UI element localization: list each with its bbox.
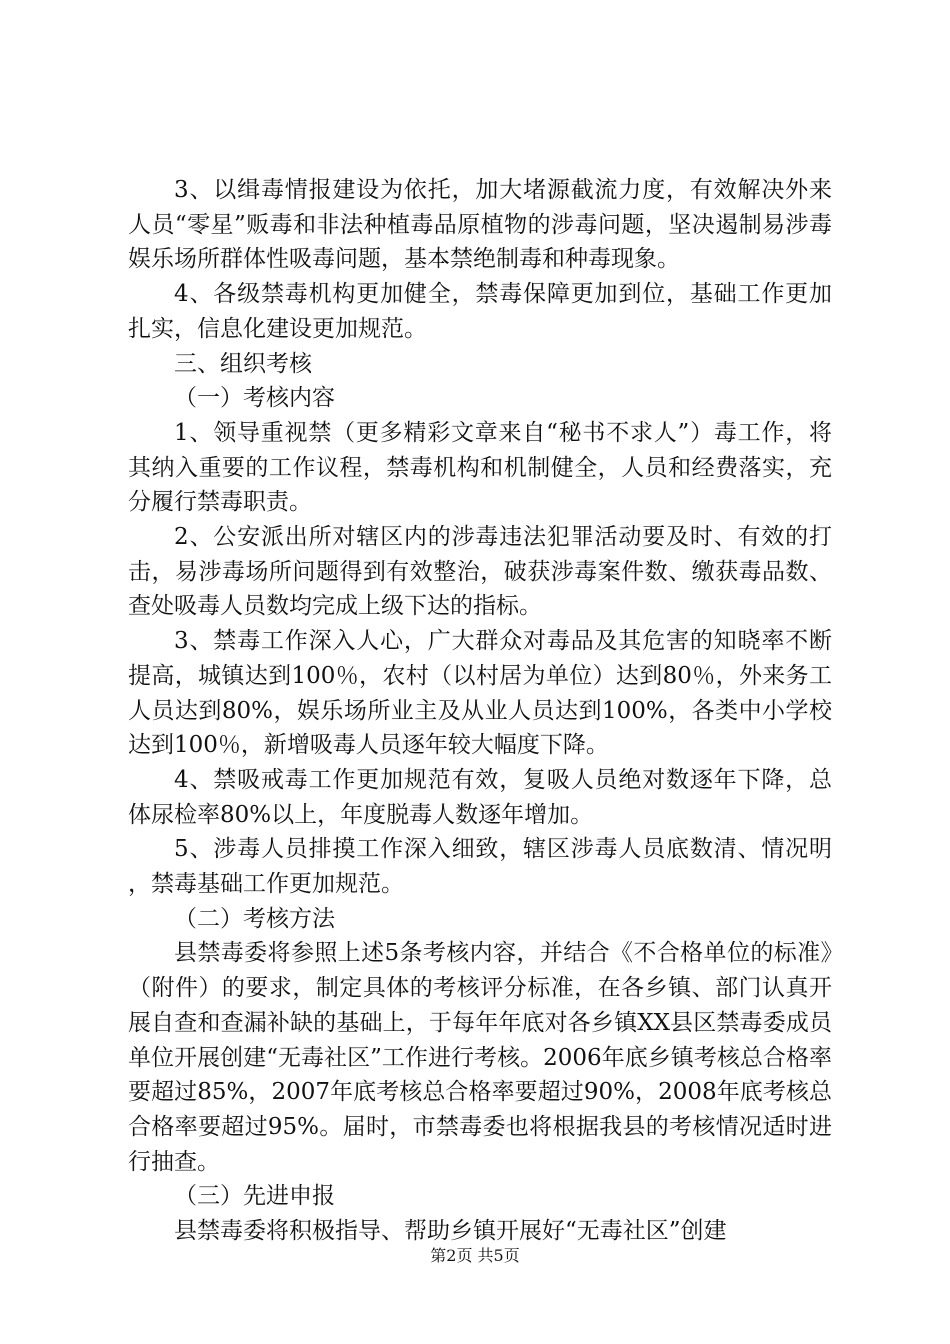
paragraph-method: 县禁毒委将参照上述5条考核内容，并结合《不合格单位的标准》（附件）的要求，制定具体的考核评分标准，在各乡镇、部门认真开展自查和查漏补缺的基础上，于每年年底对各乡镇XX县区禁毒委成员单位开展创建“无毒社区”工作进行考核。2006年底乡镇考核总合格率要超过85%，2007年底考核总合格率要超过90%，2008年底考核总合格率要超过95%。届时，市禁毒委也将根据我县的考核情况适时进行抽查。 [128, 940, 832, 1175]
paragraph-content-5: 5、涉毒人员排摸工作深入细致，辖区涉毒人员底数清、情况明，禁毒基础工作更加规范。 [128, 836, 832, 898]
subsection-heading-assessment-method: （二）考核方法 [174, 905, 335, 932]
paragraph-application: 县禁毒委将积极指导、帮助乡镇开展好“无毒社区”创建 [174, 1218, 727, 1245]
paragraph-content-2: 2、公安派出所对辖区内的涉毒违法犯罪活动要及时、有效的打击，易涉毒场所问题得到有效整治，破获涉毒案件数、缴获毒品数、查处吸毒人员数均完成上级下达的指标。 [128, 524, 832, 620]
section-heading-organize-assessment: 三、组织考核 [174, 350, 312, 377]
paragraph-item-3: 3、以缉毒情报建设为依托，加大堵源截流力度，有效解决外来人员“零星”贩毒和非法种植毒品原植物的涉毒问题，坚决遏制易涉毒娱乐场所群体性吸毒问题，基本禁绝制毒和种毒现象。 [128, 177, 832, 273]
subsection-heading-advanced-application: （三）先进申报 [174, 1183, 335, 1210]
document-body [128, 173, 832, 1249]
page-number-footer: 第2页 共5页 [430, 1246, 520, 1265]
paragraph-content-3: 3、禁毒工作深入人心，广大群众对毒品及其危害的知晓率不断提高，城镇达到100％，农村（以村居为单位）达到80％，外来务工人员达到80%，娱乐场所业主及从业人员达到100%，各类中小学校达到100％，新增吸毒人员逐年较大幅度下降。 [128, 628, 832, 759]
paragraph-item-4: 4、各级禁毒机构更加健全，禁毒保障更加到位，基础工作更加扎实，信息化建设更加规范。 [128, 281, 832, 342]
subsection-heading-assessment-content: （一）考核内容 [174, 385, 335, 412]
paragraph-content-1: 1、领导重视禁（更多精彩文章来自“秘书不求人”）毒工作，将其纳入重要的工作议程，禁毒机构和机制健全，人员和经费落实，充分履行禁毒职责。 [128, 419, 832, 516]
paragraph-content-4: 4、禁吸戒毒工作更加规范有效，复吸人员绝对数逐年下降，总体尿检率80%以上，年度脱毒人数逐年增加。 [128, 766, 832, 828]
